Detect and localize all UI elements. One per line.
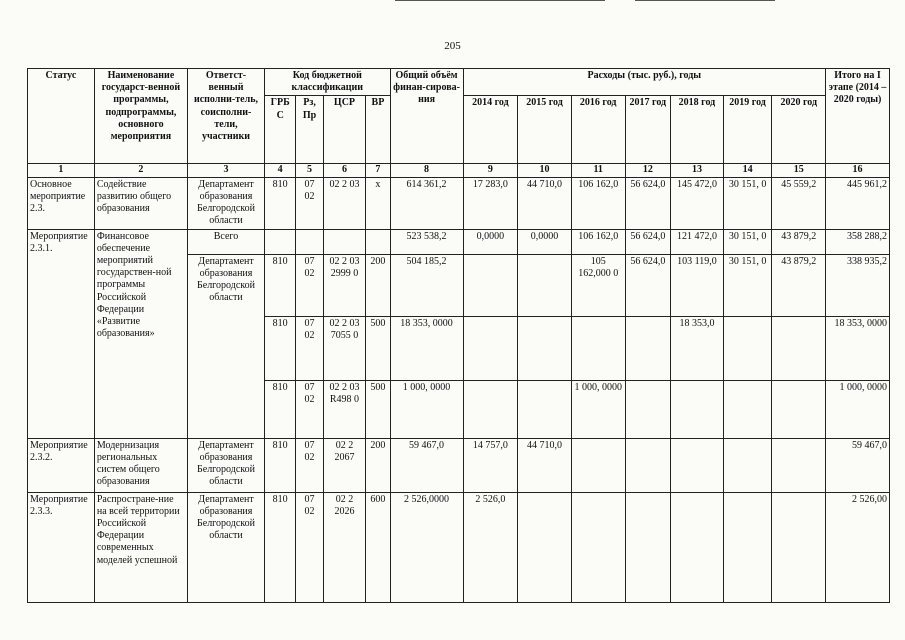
table-row [28,229,890,254]
header-total-volume: Общий объём финан-сирова-ния [390,69,463,164]
row-rzpr: 07 02 [296,316,323,380]
budget-table [27,68,890,603]
row-csr: 02 2 03 2999 0 [323,254,366,316]
header-grbs: ГРБ С [264,96,295,164]
row-y2017: 56 624,0 [625,177,671,229]
row-vr [366,229,390,254]
scan-edge-line [395,0,605,1]
row-rzpr: 07 02 [296,380,323,438]
row-stage-total: 1 000, 0000 [826,380,890,438]
row-y2016 [571,438,625,492]
row-grbs: 810 [264,380,295,438]
row-y2019 [723,492,772,602]
header-status: Статус [28,69,95,164]
row-y2016 [571,316,625,380]
row-grbs: 810 [264,492,295,602]
row-y2018 [671,438,724,492]
row-total: 18 353, 0000 [390,316,463,380]
row-stage-total: 445 961,2 [826,177,890,229]
row-name: Распростране-ние на всей территории Российской Федерации современных моделей успешной [94,492,187,602]
row-y2017 [625,438,671,492]
row-status: Основное мероприятие 2.3. [28,177,95,229]
row-stage-total: 358 288,2 [826,229,890,254]
column-number: 14 [723,164,772,177]
header-year: 2017 год [625,96,671,164]
table-row [28,177,890,229]
row-name: Финансовое обеспечение мероприятий государствен-ной программы Российской Федерации «Развитие образования» [94,229,187,438]
row-y2016 [571,492,625,602]
row-csr: 02 2 2026 [323,492,366,602]
header-csr: ЦСР [323,96,366,164]
row-y2014: 17 283,0 [463,177,518,229]
row-y2017: 56 624,0 [625,229,671,254]
row-vr: 200 [366,254,390,316]
row-y2014: 14 757,0 [463,438,518,492]
row-y2020 [772,492,826,602]
row-y2014: 0,0000 [463,229,518,254]
row-y2016: 1 000, 0000 [571,380,625,438]
row-rzpr: 07 02 [296,438,323,492]
row-responsible: Всего [188,229,265,254]
row-y2017 [625,492,671,602]
column-number: 4 [264,164,295,177]
row-y2017: 56 624,0 [625,254,671,316]
row-y2018 [671,380,724,438]
row-y2017 [625,380,671,438]
row-stage-total: 18 353, 0000 [826,316,890,380]
row-y2019 [723,380,772,438]
row-y2018: 18 353,0 [671,316,724,380]
header-year: 2014 год [463,96,518,164]
row-y2018 [671,492,724,602]
row-grbs [264,229,295,254]
row-y2018: 121 472,0 [671,229,724,254]
table-row [28,438,890,492]
column-number: 10 [518,164,572,177]
header-row [28,69,890,96]
row-total: 1 000, 0000 [390,380,463,438]
row-csr: 02 2 03 [323,177,366,229]
row-vr: х [366,177,390,229]
column-number: 12 [625,164,671,177]
row-y2014: 2 526,0 [463,492,518,602]
row-y2020: 43 879,2 [772,229,826,254]
row-grbs: 810 [264,438,295,492]
column-number: 2 [94,164,187,177]
table-row [28,492,890,602]
row-grbs: 810 [264,316,295,380]
header-name: Наименование государст-венной программы, подпрограммы, основного мероприятия [94,69,187,164]
header-year: 2020 год [772,96,826,164]
row-rzpr: 07 02 [296,254,323,316]
row-name: Модернизация региональных систем общего образования [94,438,187,492]
row-y2020 [772,316,826,380]
row-y2014 [463,254,518,316]
row-y2018: 103 119,0 [671,254,724,316]
row-y2015 [518,316,572,380]
column-number: 7 [366,164,390,177]
column-number: 9 [463,164,518,177]
row-csr [323,229,366,254]
row-total: 59 467,0 [390,438,463,492]
row-vr: 500 [366,316,390,380]
row-name: Содействие развитию общего образования [94,177,187,229]
row-y2020 [772,438,826,492]
header-vr: ВР [366,96,390,164]
row-y2019 [723,438,772,492]
row-y2016: 106 162,0 [571,177,625,229]
row-y2019: 30 151, 0 [723,177,772,229]
row-grbs: 810 [264,254,295,316]
column-number: 13 [671,164,724,177]
header-rzpr: Рз, Пр [296,96,323,164]
row-total: 2 526,0000 [390,492,463,602]
page-number: 205 [444,40,461,52]
column-number: 11 [571,164,625,177]
row-responsible: Департамент образования Белгородской области [188,254,265,438]
header-stage-total: Итого на I этапе (2014 – 2020 годы) [826,69,890,164]
row-y2015 [518,380,572,438]
row-y2017 [625,316,671,380]
row-y2020 [772,380,826,438]
header-expenses: Расходы (тыс. руб.), годы [463,69,826,96]
row-y2015: 44 710,0 [518,438,572,492]
row-y2016: 105 162,000 0 [571,254,625,316]
row-rzpr: 07 02 [296,177,323,229]
row-y2020: 43 879,2 [772,254,826,316]
row-responsible: Департамент образования Белгородской области [188,177,265,229]
column-number: 16 [826,164,890,177]
row-csr: 02 2 03 R498 0 [323,380,366,438]
row-csr: 02 2 03 7055 0 [323,316,366,380]
row-y2015 [518,254,572,316]
column-number: 15 [772,164,826,177]
row-y2016: 106 162,0 [571,229,625,254]
row-y2018: 145 472,0 [671,177,724,229]
column-number: 1 [28,164,95,177]
row-y2019: 30 151, 0 [723,229,772,254]
row-total: 614 361,2 [390,177,463,229]
row-vr: 200 [366,438,390,492]
row-responsible: Департамент образования Белгородской области [188,438,265,492]
row-y2015: 0,0000 [518,229,572,254]
row-vr: 600 [366,492,390,602]
column-number: 6 [323,164,366,177]
row-total: 504 185,2 [390,254,463,316]
column-number: 8 [390,164,463,177]
row-responsible: Департамент образования Белгородской области [188,492,265,602]
row-y2015 [518,492,572,602]
header-year: 2018 год [671,96,724,164]
row-y2019: 30 151, 0 [723,254,772,316]
row-stage-total: 338 935,2 [826,254,890,316]
column-number: 5 [296,164,323,177]
header-year: 2016 год [571,96,625,164]
row-vr: 500 [366,380,390,438]
row-status: Мероприятие 2.3.3. [28,492,95,602]
scan-edge-line [635,0,775,1]
row-rzpr: 07 02 [296,492,323,602]
header-year: 2019 год [723,96,772,164]
row-status: Мероприятие 2.3.2. [28,438,95,492]
row-rzpr [296,229,323,254]
header-budget-code: Код бюджетной классификации [264,69,390,96]
row-csr: 02 2 2067 [323,438,366,492]
row-y2020: 45 559,2 [772,177,826,229]
column-number-row [28,164,890,177]
row-grbs: 810 [264,177,295,229]
row-stage-total: 2 526,00 [826,492,890,602]
row-y2014 [463,380,518,438]
header-responsible: Ответст-венный исполни-тель, соисполни-тели, участники [188,69,265,164]
row-y2019 [723,316,772,380]
header-year: 2015 год [518,96,572,164]
row-stage-total: 59 467,0 [826,438,890,492]
row-total: 523 538,2 [390,229,463,254]
column-number: 3 [188,164,265,177]
row-y2014 [463,316,518,380]
row-y2015: 44 710,0 [518,177,572,229]
row-status: Мероприятие 2.3.1. [28,229,95,438]
